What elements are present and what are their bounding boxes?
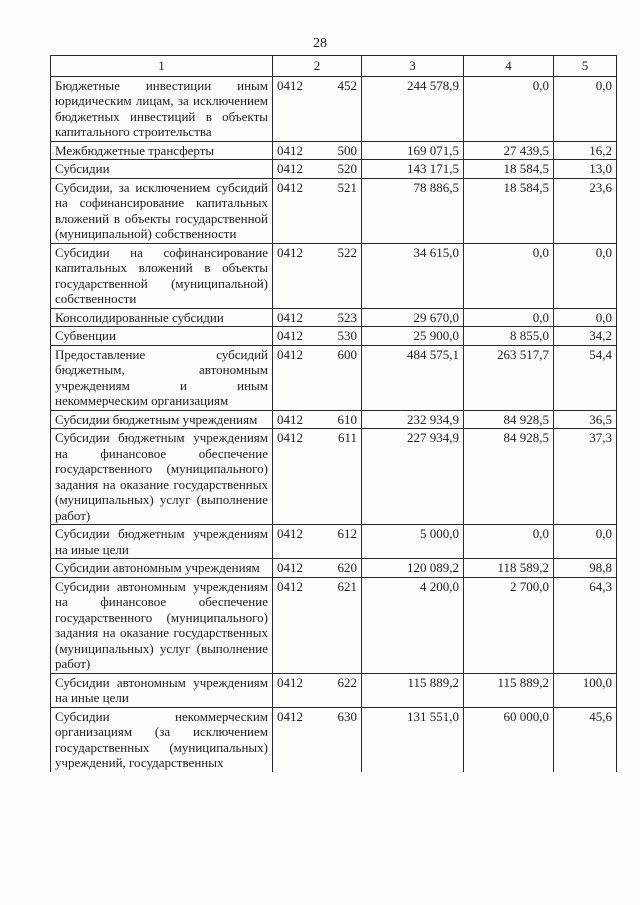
row-percent-cell: 64,3 xyxy=(554,577,617,673)
row-executed-cell: 27 439,5 xyxy=(464,141,554,160)
budget-table xyxy=(50,55,617,772)
column-header: 2 xyxy=(273,56,362,77)
section-code: 0412 xyxy=(277,560,303,575)
row-executed-cell: 115 889,2 xyxy=(464,673,554,707)
table-row xyxy=(51,410,617,429)
row-executed-cell: 8 855,0 xyxy=(464,327,554,346)
row-executed-cell: 18 584,5 xyxy=(464,160,554,179)
row-name-cell: Субсидии на софинансирование капитальных вложений в объекты государственной (муниципальной) собственности xyxy=(51,243,273,308)
codes-wrap xyxy=(277,709,357,725)
expense-type-code: 523 xyxy=(337,309,357,325)
section-code: 0412 xyxy=(277,161,303,176)
row-percent-cell: 0,0 xyxy=(554,525,617,559)
expense-type-code: 522 xyxy=(337,244,357,260)
row-executed-cell: 60 000,0 xyxy=(464,707,554,772)
row-name-cell: Субсидии xyxy=(51,160,273,179)
row-executed-cell: 84 928,5 xyxy=(464,410,554,429)
row-percent-cell: 0,0 xyxy=(554,76,617,141)
expense-type-code: 620 xyxy=(337,560,357,575)
row-percent-cell: 100,0 xyxy=(554,673,617,707)
table-header-row xyxy=(51,56,617,77)
row-planned-cell: 120 089,2 xyxy=(362,559,464,578)
row-planned-cell: 4 200,0 xyxy=(362,577,464,673)
row-codes-cell xyxy=(273,141,362,160)
row-planned-cell: 227 934,9 xyxy=(362,429,464,525)
row-name-cell: Консолидированные субсидии xyxy=(51,308,273,327)
expense-type-code: 611 xyxy=(337,430,357,445)
row-planned-cell: 115 889,2 xyxy=(362,673,464,707)
row-name-cell: Субвенции xyxy=(51,327,273,346)
table-row xyxy=(51,673,617,707)
expense-type-code: 630 xyxy=(337,708,357,724)
row-name-cell: Субсидии бюджетным учреждениям xyxy=(51,410,273,429)
row-executed-cell: 263 517,7 xyxy=(464,345,554,410)
table-row xyxy=(51,308,617,327)
column-header: 5 xyxy=(554,56,617,77)
codes-wrap xyxy=(277,579,357,595)
row-codes-cell xyxy=(273,559,362,578)
section-code: 0412 xyxy=(277,309,303,325)
section-code: 0412 xyxy=(277,411,303,427)
row-executed-cell: 2 700,0 xyxy=(464,577,554,673)
row-planned-cell: 484 575,1 xyxy=(362,345,464,410)
table-row xyxy=(51,76,617,141)
codes-wrap xyxy=(277,430,357,446)
codes-wrap xyxy=(277,161,357,177)
row-codes-cell xyxy=(273,525,362,559)
row-codes-cell xyxy=(273,345,362,410)
codes-wrap xyxy=(277,526,357,542)
row-executed-cell: 0,0 xyxy=(464,308,554,327)
row-planned-cell: 131 551,0 xyxy=(362,707,464,772)
row-percent-cell: 36,5 xyxy=(554,410,617,429)
expense-type-code: 530 xyxy=(337,328,357,343)
row-percent-cell: 23,6 xyxy=(554,178,617,243)
row-percent-cell: 0,0 xyxy=(554,243,617,308)
codes-wrap xyxy=(277,78,357,94)
codes-wrap xyxy=(277,347,357,363)
row-percent-cell: 45,6 xyxy=(554,707,617,772)
row-executed-cell: 0,0 xyxy=(464,243,554,308)
row-codes-cell xyxy=(273,178,362,243)
table-row xyxy=(51,559,617,578)
row-planned-cell: 5 000,0 xyxy=(362,525,464,559)
expense-type-code: 521 xyxy=(337,179,357,195)
codes-wrap xyxy=(277,310,357,326)
codes-wrap xyxy=(277,412,357,428)
row-name-cell: Предоставление субсидий бюджетным, автономным учреждениям и иным некоммерческим организациям xyxy=(51,345,273,410)
expense-type-code: 622 xyxy=(337,674,357,690)
row-name-cell: Субсидии бюджетным учреждениям на финансовое обеспечение государственного (муниципального) задания на оказание государственных (муниципальных) услуг (выполнение работ) xyxy=(51,429,273,525)
expense-type-code: 621 xyxy=(337,578,357,594)
row-executed-cell: 118 589,2 xyxy=(464,559,554,578)
row-codes-cell xyxy=(273,327,362,346)
row-name-cell: Субсидии бюджетным учреждениям на иные цели xyxy=(51,525,273,559)
section-code: 0412 xyxy=(277,179,303,195)
row-planned-cell: 232 934,9 xyxy=(362,410,464,429)
codes-wrap xyxy=(277,143,357,159)
table-row xyxy=(51,577,617,673)
table-row xyxy=(51,243,617,308)
row-percent-cell: 16,2 xyxy=(554,141,617,160)
row-codes-cell xyxy=(273,429,362,525)
row-name-cell: Субсидии некоммерческим организациям (за исключением государственных (муниципальных) учреждений, государственных xyxy=(51,707,273,772)
expense-type-code: 500 xyxy=(337,142,357,158)
table-row xyxy=(51,429,617,525)
row-codes-cell xyxy=(273,160,362,179)
row-percent-cell: 54,4 xyxy=(554,345,617,410)
section-code: 0412 xyxy=(277,346,303,362)
row-name-cell: Субсидии, за исключением субсидий на софинансирование капитальных вложений в объекты государственной (муниципальной) собственности xyxy=(51,178,273,243)
row-planned-cell: 29 670,0 xyxy=(362,308,464,327)
row-executed-cell: 0,0 xyxy=(464,525,554,559)
expense-type-code: 452 xyxy=(337,77,357,93)
table-row xyxy=(51,160,617,179)
section-code: 0412 xyxy=(277,430,303,445)
section-code: 0412 xyxy=(277,77,303,93)
row-planned-cell: 34 615,0 xyxy=(362,243,464,308)
row-codes-cell xyxy=(273,577,362,673)
table-row xyxy=(51,178,617,243)
row-executed-cell: 84 928,5 xyxy=(464,429,554,525)
row-name-cell: Субсидии автономным учреждениям xyxy=(51,559,273,578)
section-code: 0412 xyxy=(277,578,303,594)
row-percent-cell: 34,2 xyxy=(554,327,617,346)
row-planned-cell: 25 900,0 xyxy=(362,327,464,346)
codes-wrap xyxy=(277,675,357,691)
expense-type-code: 610 xyxy=(337,411,357,427)
row-planned-cell: 169 071,5 xyxy=(362,141,464,160)
row-executed-cell: 18 584,5 xyxy=(464,178,554,243)
row-codes-cell xyxy=(273,76,362,141)
table-row xyxy=(51,327,617,346)
codes-wrap xyxy=(277,328,357,344)
row-executed-cell: 0,0 xyxy=(464,76,554,141)
table-row xyxy=(51,141,617,160)
codes-wrap xyxy=(277,245,357,261)
row-planned-cell: 244 578,9 xyxy=(362,76,464,141)
table-row xyxy=(51,707,617,772)
section-code: 0412 xyxy=(277,526,303,541)
page-number: 28 xyxy=(313,36,327,51)
row-codes-cell xyxy=(273,308,362,327)
row-codes-cell xyxy=(273,243,362,308)
section-code: 0412 xyxy=(277,674,303,690)
expense-type-code: 612 xyxy=(337,526,357,541)
codes-wrap xyxy=(277,180,357,196)
row-name-cell: Субсидии автономным учреждениям на финансовое обеспечение государственного (муниципального) задания на оказание государственных (муниципальных) услуг (выполнение работ) xyxy=(51,577,273,673)
section-code: 0412 xyxy=(277,708,303,724)
row-codes-cell xyxy=(273,673,362,707)
row-planned-cell: 143 171,5 xyxy=(362,160,464,179)
column-header: 1 xyxy=(51,56,273,77)
expense-type-code: 600 xyxy=(337,346,357,362)
codes-wrap xyxy=(277,560,357,576)
column-header: 3 xyxy=(362,56,464,77)
row-codes-cell xyxy=(273,410,362,429)
table-row xyxy=(51,525,617,559)
expense-type-code: 520 xyxy=(337,161,357,176)
table-row xyxy=(51,345,617,410)
row-name-cell: Бюджетные инвестиции иным юридическим лицам, за исключением бюджетных инвестиций в объекты капитального строительства xyxy=(51,76,273,141)
section-code: 0412 xyxy=(277,142,303,158)
row-percent-cell: 13,0 xyxy=(554,160,617,179)
row-codes-cell xyxy=(273,707,362,772)
row-percent-cell: 0,0 xyxy=(554,308,617,327)
column-header: 4 xyxy=(464,56,554,77)
row-percent-cell: 98,8 xyxy=(554,559,617,578)
row-name-cell: Субсидии автономным учреждениям на иные цели xyxy=(51,673,273,707)
row-name-cell: Межбюджетные трансферты xyxy=(51,141,273,160)
row-planned-cell: 78 886,5 xyxy=(362,178,464,243)
section-code: 0412 xyxy=(277,244,303,260)
row-percent-cell: 37,3 xyxy=(554,429,617,525)
section-code: 0412 xyxy=(277,328,303,343)
